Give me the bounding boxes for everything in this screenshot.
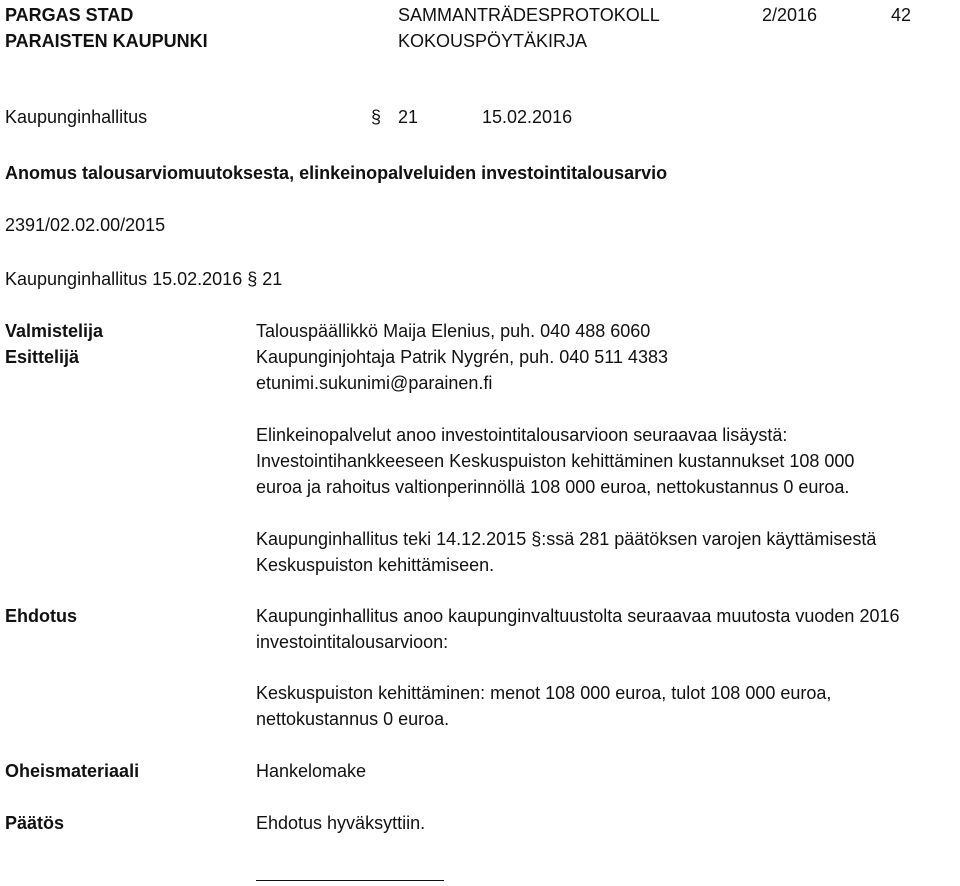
decision-label: Päätös [5, 813, 65, 833]
attachments-value: Hankelomake [256, 761, 367, 781]
diary-number: 2391/02.02.00/2015 [5, 215, 166, 235]
meeting-date: 15.02.2016 [482, 107, 573, 127]
proposal-text [256, 603, 956, 655]
matter-title: Anomus talousarviomuutoksesta, elinkeinopalveluiden investointitalousarvio [5, 163, 668, 183]
proposal-line-3: Keskuspuiston kehittäminen: menot 108 000 euroa, tulot 108 000 euroa, [256, 683, 832, 703]
document-type [398, 2, 660, 54]
presenter-value: Kaupunginjohtaja Patrik Nygrén, puh. 040 511 4383 [256, 347, 668, 367]
body-paragraph-1-line-3: euroa ja rahoitus valtionperinnöllä 108 000 euroa, nettokustannus 0 euroa. [256, 477, 850, 497]
proposal-line-4: nettokustannus 0 euroa. [256, 709, 450, 729]
presenter-email: etunimi.sukunimi@parainen.fi [256, 373, 493, 393]
document-type-finnish: KOKOUSPÖYTÄKIRJA [398, 31, 588, 51]
page-number: 42 [891, 5, 912, 25]
attachments-label: Oheismateriaali [5, 761, 140, 781]
body-paragraph-1-line-1: Elinkeinopalvelut anoo investointitalousarvioon seuraavaa lisäystä: [256, 425, 788, 445]
body-paragraph-2-line-2: Keskuspuiston kehittämiseen. [256, 555, 495, 575]
org-name-swedish: PARGAS STAD [5, 5, 134, 25]
matter-history: Kaupunginhallitus 15.02.2016 § 21 [5, 269, 283, 289]
body-paragraph-1 [256, 422, 956, 500]
decision-value: Ehdotus hyväksyttiin. [256, 813, 426, 833]
meeting-body: Kaupunginhallitus [5, 107, 148, 127]
presenter-label: Esittelijä [5, 347, 80, 367]
proposal-line-1: Kaupunginhallitus anoo kaupunginvaltuustolta seuraavaa muutosta vuoden 2016 [256, 606, 900, 626]
organization-names [5, 2, 208, 54]
section-symbol: § [371, 107, 382, 127]
protocol-number: 2/2016 [762, 5, 818, 25]
proposal-label: Ehdotus [5, 606, 77, 626]
document-type-swedish: SAMMANTRÄDESPROTOKOLL [398, 5, 660, 25]
body-paragraph-2-line-1: Kaupunginhallitus teki 14.12.2015 §:ssä 281 päätöksen varojen käyttämisestä [256, 529, 877, 549]
section-number: 21 [398, 107, 419, 127]
body-paragraph-1-line-2: Investointihankkeeseen Keskuspuiston kehittäminen kustannukset 108 000 [256, 451, 855, 471]
signature-line [256, 880, 444, 881]
preparer-value: Talouspäällikkö Maija Elenius, puh. 040 488 6060 [256, 321, 651, 341]
proposal-detail [256, 680, 956, 732]
body-paragraph-2 [256, 526, 956, 578]
proposal-line-2: investointitalousarvioon: [256, 632, 449, 652]
preparer-label: Valmistelija [5, 321, 104, 341]
org-name-finnish: PARAISTEN KAUPUNKI [5, 31, 208, 51]
